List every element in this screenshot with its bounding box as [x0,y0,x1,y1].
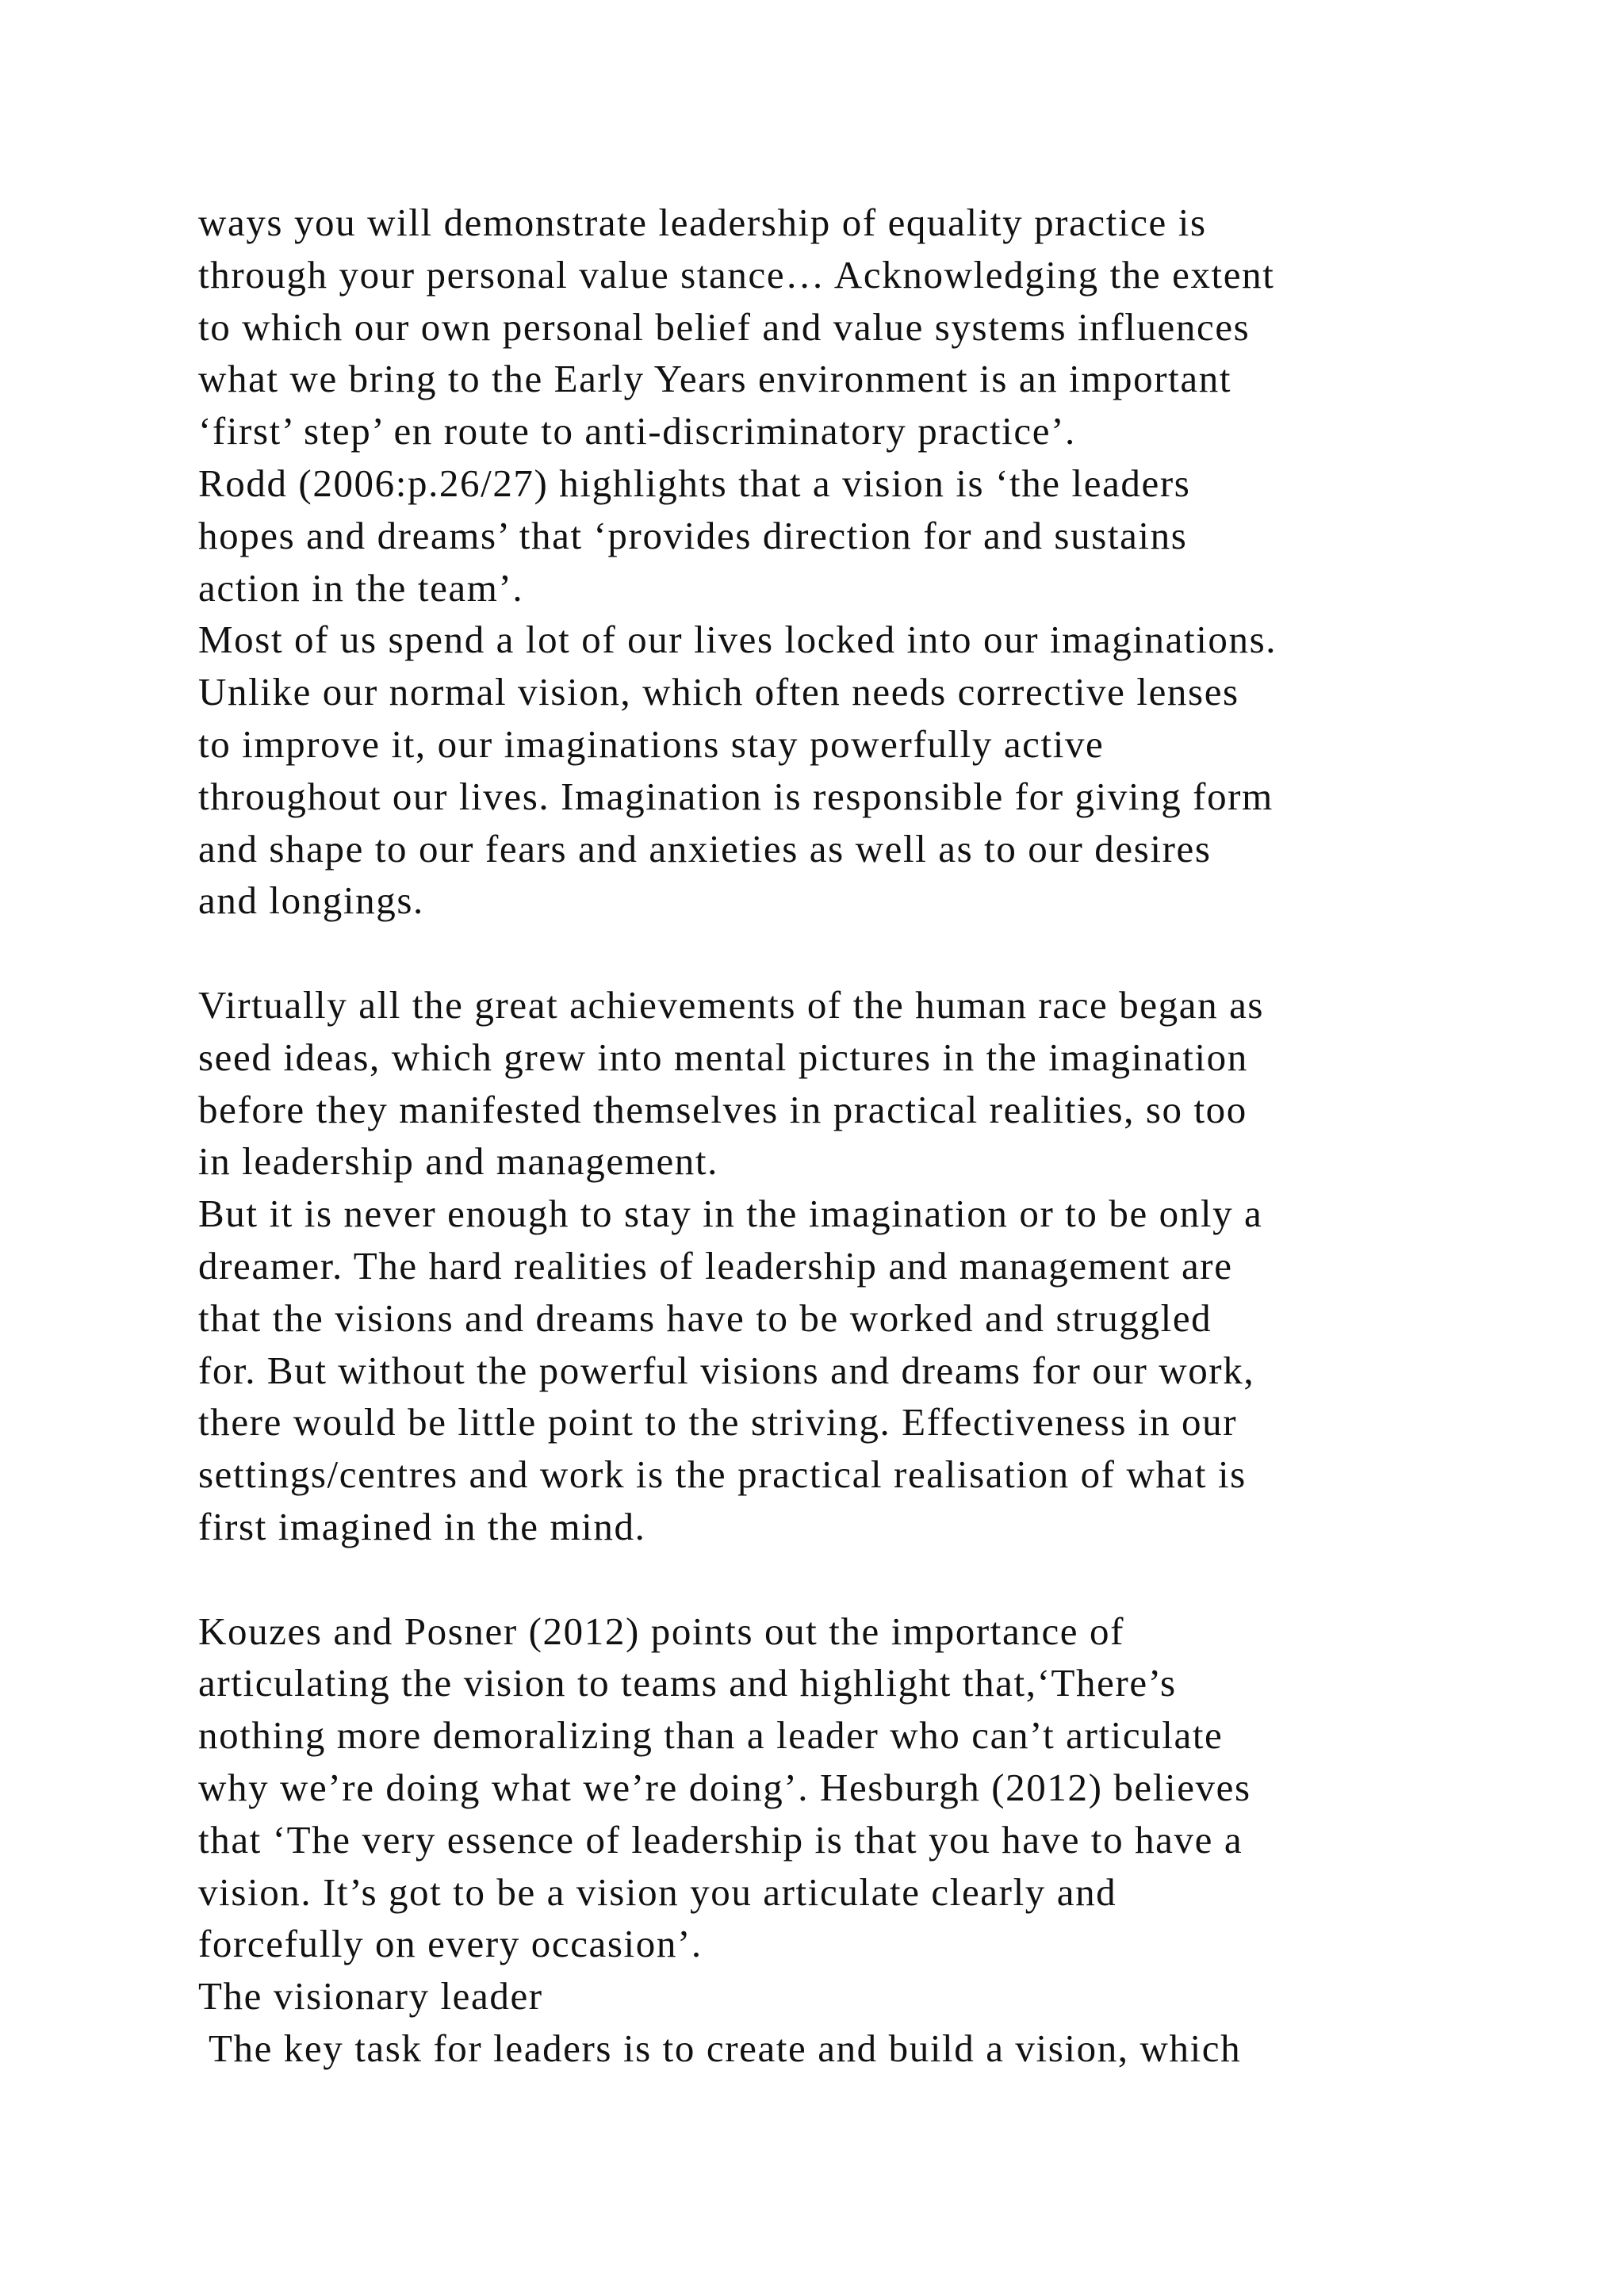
text-line: and shape to our fears and anxieties as well as to our desires [198,826,1212,871]
text-line: in leadership and management. [198,1139,718,1184]
blank-line [198,927,1467,979]
text-line: for. But without the powerful visions and dreams for our work, [198,1348,1255,1392]
text-line: through your personal value stance… Acknowledging the extent [198,252,1275,297]
blank-line [198,1553,1467,1605]
text-line: articulating the vision to teams and highlight that,‘There’s [198,1661,1177,1705]
text-line: Kouzes and Posner (2012) points out the importance of [198,1609,1125,1653]
text-line: why we’re doing what we’re doing’. Hesburgh (2012) believes [198,1765,1251,1809]
text-line: The key task for leaders is to create and build a vision, which [198,2026,1242,2070]
text-line: before they manifested themselves in practical realities, so too [198,1087,1247,1131]
text-line: hopes and dreams’ that ‘provides direction for and sustains [198,513,1188,557]
text-line: settings/centres and work is the practical realisation of what is [198,1452,1247,1497]
text-line: But it is never enough to stay in the imagination or to be only a [198,1192,1263,1236]
text-line: The visionary leader [198,1974,543,2019]
body-text [198,197,1467,2075]
text-line: that the visions and dreams have to be worked and struggled [198,1295,1212,1340]
text-line: action in the team’. [198,565,524,610]
text-line: ‘first’ step’ en route to anti-discriminatory practice’. [198,409,1076,453]
text-line: Rodd (2006:p.26/27) highlights that a vision is ‘the leaders [198,461,1191,505]
text-line: vision. It’s got to be a vision you articulate clearly and [198,1869,1117,1914]
text-line: first imagined in the mind. [198,1504,646,1548]
text-line: that ‘The very essence of leadership is that you have to have a [198,1817,1243,1862]
text-line: what we bring to the Early Years environment is an important [198,357,1232,401]
text-line: to improve it, our imaginations stay powerfully active [198,721,1105,766]
text-line: nothing more demoralizing than a leader who can’t articulate [198,1713,1224,1758]
text-line: Unlike our normal vision, which often needs corrective lenses [198,670,1239,714]
text-line: and longings. [198,878,424,923]
text-line: to which our own personal belief and value systems influences [198,304,1251,349]
text-line: dreamer. The hard realities of leadership and management are [198,1243,1233,1288]
text-line: ways you will demonstrate leadership of equality practice is [198,201,1207,244]
text-line: seed ideas, which grew into mental pictures in the imagination [198,1035,1248,1079]
text-line: throughout our lives. Imagination is responsible for giving form [198,774,1274,818]
text-line: there would be little point to the striving. Effectiveness in our [198,1400,1238,1445]
text-line: Virtually all the great achievements of the human race began as [198,982,1265,1027]
text-line: Most of us spend a lot of our lives locked into our imaginations. [198,618,1277,662]
text-line: forcefully on every occasion’. [198,1922,703,1966]
